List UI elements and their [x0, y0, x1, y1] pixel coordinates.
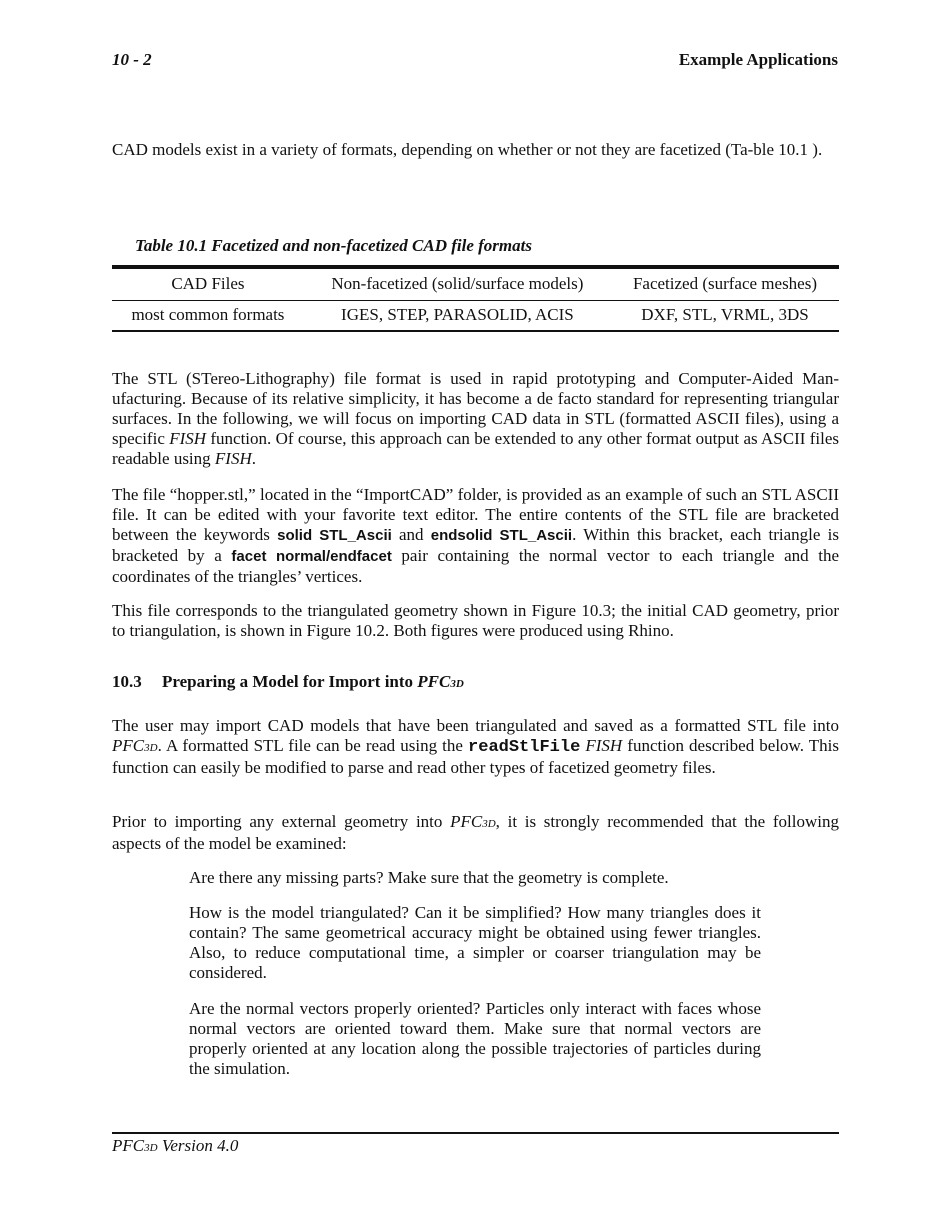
import-text: function described below. This function can easily be modified to parse and read other types of facetized geometry files.: [112, 736, 839, 777]
prior-text: , it is strongly recommended that the following aspects of the model be examined:: [112, 812, 839, 853]
intro-paragraph: [112, 140, 839, 160]
page-number: 10 - 2: [112, 50, 152, 69]
fish-term: FISH: [169, 429, 207, 448]
cad-formats-table: [112, 265, 839, 332]
hopper-text: . Within this bracket, each triangle is bracketed by a: [112, 525, 839, 565]
pfc-subscript: 3D: [144, 742, 158, 754]
footer-version: [112, 1136, 238, 1156]
prior-paragraph: [112, 812, 839, 854]
pfc-term: PFC: [417, 672, 451, 691]
checklist-item: Are the normal vectors properly oriented? Particles only interact with faces whose normal vectors are oriented toward them. Make sure that normal vectors are properly oriented at any location along the possible trajectories of particles during the simulation.: [189, 999, 761, 1078]
pfc-term: PFC: [112, 1136, 145, 1155]
hopper-text: The file “hopper.stl,” located in the “ImportCAD” folder, is provided as an example of such an STL ASCII file. It can be edited with your favorite text editor. The entire contents of the STL file are bracketed between the keywords: [112, 485, 839, 544]
import-text: The user may import CAD models that have been triangulated and saved as a formatted STL file into: [112, 716, 839, 735]
stl-text: The STL (STereo-Lithography) file format is used in rapid prototyping and Computer-Aided Man-ufacturing. Because of its relative simplicity, it has become a de facto standard for representing triangular surfaces. In the following, we will focus on importing CAD data in STL (formatted ASCII files), using a specific: [112, 369, 839, 448]
version-text: Version 4.0: [157, 1136, 239, 1155]
section-heading: [112, 672, 464, 692]
table-header-cell: Facetized (surface meshes): [611, 267, 839, 300]
import-paragraph: [112, 716, 839, 778]
fish-term: FISH: [585, 736, 623, 755]
table-cell: IGES, STEP, PARASOLID, ACIS: [304, 300, 611, 331]
checklist-item: How is the model triangulated? Can it be simplified? How many triangles does it contain? The same geometrical accuracy might be obtained using fewer triangles. Also, to reduce computational time, a simpler or coarser triangulation may be considered.: [189, 903, 761, 982]
fish-term: FISH: [214, 449, 252, 468]
keyword: solid STL_Ascii: [277, 527, 392, 544]
hopper-paragraph: [112, 485, 839, 587]
keyword: endsolid STL_Ascii: [430, 527, 573, 544]
table-header-cell: CAD Files: [112, 267, 304, 300]
table-row: [112, 300, 839, 331]
table-header-row: [112, 267, 839, 300]
hopper-text: and: [391, 525, 431, 544]
intro-text: CAD models exist in a variety of formats, depending on whether or not they are facetized (Ta-ble 10.1 ).: [112, 140, 823, 159]
stl-paragraph: [112, 369, 839, 469]
footer-rule: [112, 1132, 839, 1134]
prior-text: Prior to importing any external geometry into: [112, 812, 451, 831]
chapter-title: Example Applications: [678, 50, 838, 69]
figure-paragraph: This file corresponds to the triangulated geometry shown in Figure 10.3; the initial CAD geometry, prior to triangulation, is shown in Figure 10.2. Both figures were produced using Rhino.: [112, 601, 839, 640]
import-text: . A formatted STL file can be read using the: [157, 736, 469, 755]
pfc-subscript: 3D: [144, 1142, 158, 1154]
section-title: Preparing a Model for Import into: [162, 672, 418, 691]
code-term: readStlFile: [468, 738, 581, 757]
hopper-text: pair containing the normal vector to each triangle and the coordinates of the triangles’ vertices.: [112, 546, 840, 586]
table-cell: DXF, STL, VRML, 3DS: [611, 300, 839, 331]
pfc-subscript: 3D: [482, 818, 496, 830]
keyword: facet normal/endfacet: [231, 548, 392, 565]
pfc-subscript: 3D: [450, 678, 464, 690]
table-cell: most common formats: [112, 300, 304, 331]
stl-text: function. Of course, this approach can be extended to any other format output as ASCII files readable using: [112, 429, 840, 468]
pfc-term: PFC: [450, 812, 483, 831]
table-header-cell: Non-facetized (solid/surface models): [304, 267, 611, 300]
pfc-term: PFC: [112, 736, 145, 755]
section-number: 10.3: [112, 672, 142, 691]
checklist-item: Are there any missing parts? Make sure that the geometry is complete.: [189, 868, 669, 887]
table-caption: Table 10.1 Facetized and non-facetized CAD file formats: [135, 236, 532, 255]
stl-text: .: [251, 449, 256, 468]
